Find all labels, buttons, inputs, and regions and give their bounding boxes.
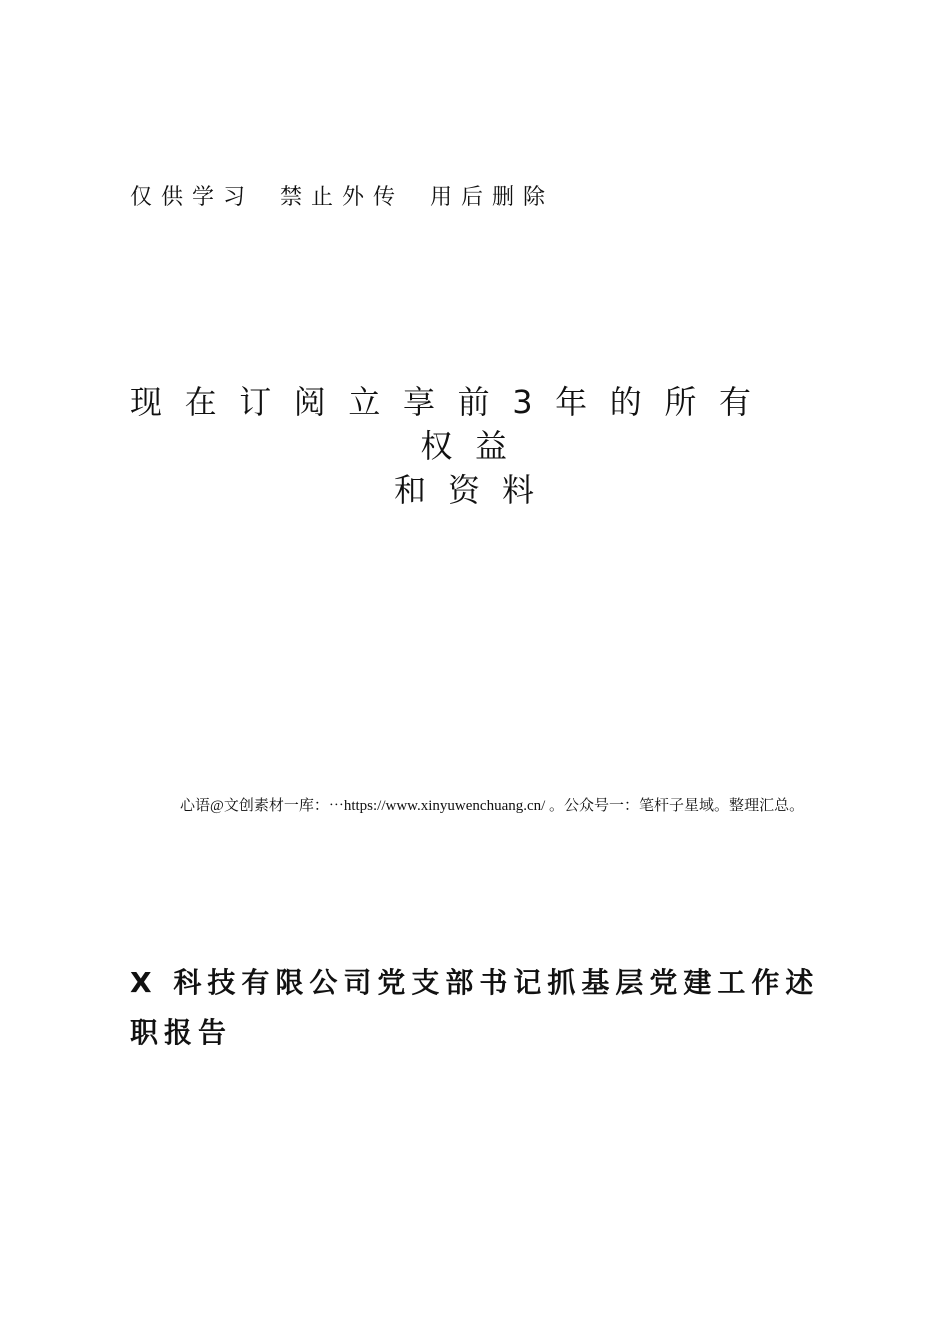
notice-text: 仅供学习 禁止外传 用后删除 [130,185,554,210]
subscribe-line-2: 和资料 [393,471,556,509]
subscribe-line-1: 现在订阅立享前3年的所有权益 [130,383,774,465]
source-note: 心语@文创素材一库：⋯https://www.xinyuwenchuang.cn/ 。公众号一：笔杆子星域。整理汇总。 [180,798,805,814]
document-title: X 科技有限公司党支部书记抓基层党建工作述职报告 [130,966,820,1049]
subscribe-banner [130,380,820,512]
